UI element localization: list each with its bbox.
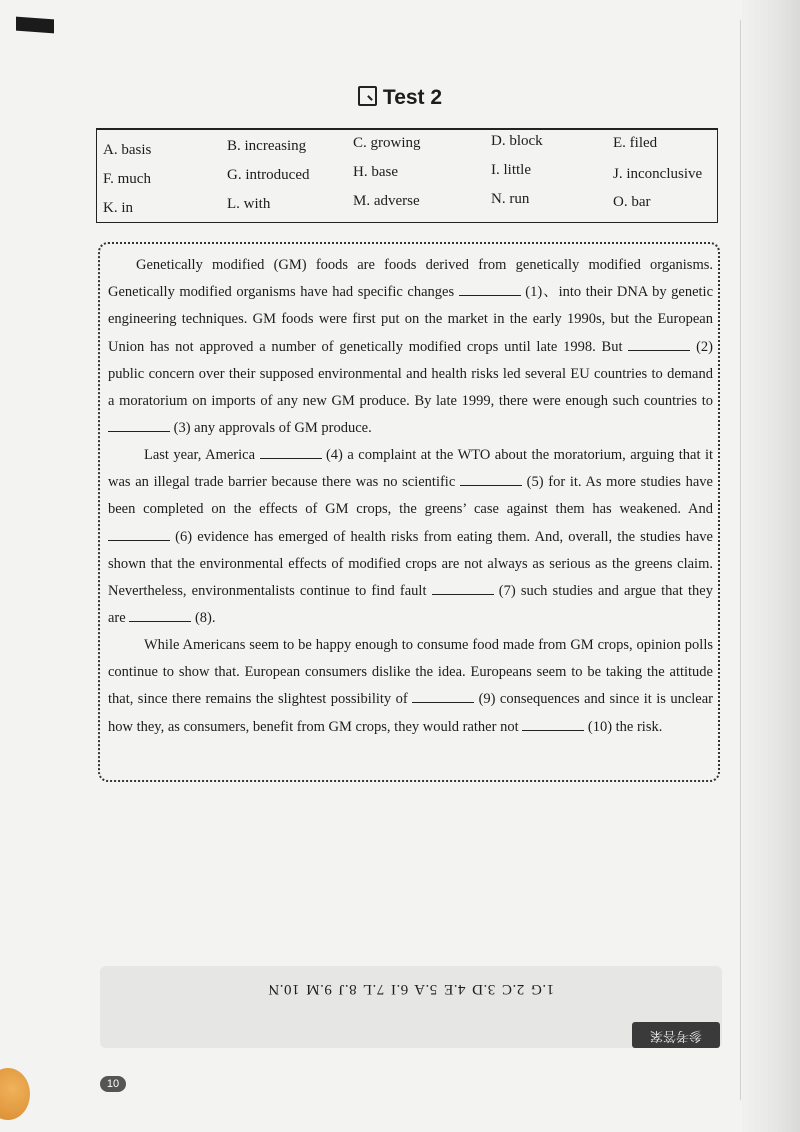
page-number: 10 [100,1076,126,1092]
word-bank-item: N. run [491,191,530,207]
word-bank-item: C. growing [353,135,421,151]
paragraph-3: While Americans seem to be happy enough to consume food made from GM crops, opinion polls continue to show that. European consumers dislike the idea. Europeans seem to be taking the attitude that, since there remains the slightest possibility of (9) consequences and since it is unclear how they, as consumers, benefit from GM crops, they would rather not (10) the risk. [108,637,713,735]
paragraph-1: Genetically modified (GM) foods are foods derived from genetically modified organisms. Genetically modified organisms have had specific changes (1)、into their DNA by genetic engineering techniques. GM foods were first put on the market in the early 1990s, but the European Union has not approved a number of genetically modified crops until late 1998. But (2) public concern over their supposed environmental and health risks led several EU countries to demand a moratorium on imports of any new GM produce. By late 1999, there were enough such countries to (3) any approvals of GM produce. [108,257,714,437]
blank-8[interactable] [129,609,191,622]
word-bank-item: K. in [103,200,133,216]
blank-5[interactable] [460,473,522,486]
blank-2[interactable] [628,338,690,351]
blank-6[interactable] [108,528,170,541]
word-bank-item: I. little [491,162,531,178]
blank-3[interactable] [108,419,170,432]
orange-object [0,1068,30,1120]
blank-7[interactable] [432,582,494,595]
answer-badge: 参考答案 [632,1022,720,1048]
page-binding-shadow [742,0,800,1132]
word-bank-item: B. increasing [227,138,307,154]
blank-10[interactable] [522,718,584,731]
paragraph-2: Last year, America (4) a complaint at the WTO about the moratorium, arguing that it was an illegal trade barrier because there was no scientific (5) for it. As more studies have been completed on the effects of GM crops, the greens’ case against them has weakened. And (6) evidence has emerged of health risks from eating them. And, overall, the studies have shown that the environmental effects of modified crops are not always as serious as the greens claim. Nevertheless, environmentalists continue to find fault (7) such studies and argue that they are (8). [108,447,714,627]
blank-9[interactable] [412,690,474,703]
blank-1[interactable] [459,283,521,296]
word-bank-item: L. with [227,196,271,212]
corner-mark [16,17,54,34]
word-bank [96,128,718,223]
passage-box [98,242,720,782]
word-bank-item: M. adverse [353,193,420,209]
word-bank-item: D. block [491,133,543,149]
word-bank-item: E. filed [613,135,658,151]
page-title: Test 2 [0,86,800,110]
word-bank-item: A. basis [103,142,152,158]
checklist-icon [358,86,377,106]
word-bank-item: H. base [353,164,398,180]
answer-key: 1.G 2.C 3.D 4.E 5.A 6.I 7.L 8.J 9.M 10.N [267,981,555,997]
word-bank-item: J. inconclusive [613,166,703,182]
page-edge-line [740,20,741,1100]
blank-4[interactable] [260,446,322,459]
answer-key-strip [100,966,722,1048]
word-bank-item: F. much [103,171,151,187]
word-bank-item: G. introduced [227,167,310,183]
word-bank-item: O. bar [613,194,651,210]
